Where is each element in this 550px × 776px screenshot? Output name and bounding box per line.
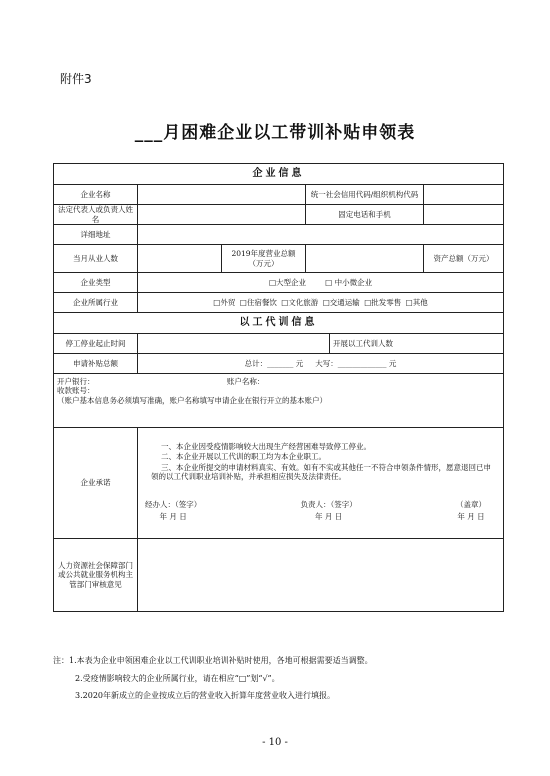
company-name-label: 企业名称 <box>54 185 138 205</box>
company-type-options <box>138 273 504 293</box>
account-number-label: 收款账号： <box>57 386 95 396</box>
subsidy-total-field[interactable] <box>138 354 504 374</box>
industry-options <box>138 293 504 313</box>
review-label: 人力资源社会保障部门或公共就业服务机构主管部门审核意见 <box>54 539 138 612</box>
page-number: - 10 - <box>262 737 288 748</box>
pledge-item: 一、本企业因受疫情影响较大出现生产经营困难导致停工停业。 <box>161 442 371 451</box>
assets-label: 资产总额（万元） <box>424 245 504 273</box>
checkbox-foreign-trade[interactable]: □外贸 <box>213 297 236 307</box>
address-label: 详细地址 <box>54 225 138 245</box>
note-3: 3.2020年新成立的企业按成立后的营业收入折算年度营业收入进行填报。 <box>75 691 335 701</box>
pledge-label: 企业承诺 <box>54 428 138 539</box>
notes <box>53 652 523 705</box>
pledge-content <box>138 428 504 539</box>
company-name-field[interactable] <box>138 185 306 205</box>
address-field[interactable] <box>138 225 504 245</box>
legal-rep-label: 法定代表人或负责人姓名 <box>54 205 138 225</box>
account-name-label: 账户名称： <box>226 377 265 386</box>
legal-rep-field[interactable] <box>138 205 306 225</box>
shutdown-period-label: 停工停业起止时间 <box>54 334 138 354</box>
bank-info <box>54 374 504 428</box>
note-1: 注：1.本表为企业申领困难企业以工代训职业培训补贴时使用，各地可根据需要适当调整。 <box>53 656 373 665</box>
subsidy-capital: 大写：_____________ 元 <box>315 358 397 368</box>
attachment-label: 附件3 <box>60 72 92 86</box>
employees-label: 当月从业人数 <box>54 245 138 273</box>
industry-label: 企业所属行业 <box>54 293 138 313</box>
leader-signature[interactable]: 负责人：（签字） 年 月 日 <box>300 499 357 521</box>
employees-field[interactable] <box>138 245 222 273</box>
pledge-item: 二、本企业开展以工代训的职工均为本企业职工。 <box>161 452 326 462</box>
checkbox-hospitality[interactable]: □住宿餐饮 <box>239 297 277 307</box>
section-company-info: 企业信息 <box>54 164 504 185</box>
phone-label: 固定电话和手机 <box>306 205 424 225</box>
checkbox-other[interactable]: □其他 <box>405 297 428 307</box>
note-2: 2.受疫情影响较大的企业所属行业，请在相应“□”划“√”。 <box>75 673 280 683</box>
phone-field[interactable] <box>424 205 504 225</box>
checkbox-retail[interactable]: □批发零售 <box>364 297 402 307</box>
company-type-label: 企业类型 <box>54 273 138 293</box>
company-seal[interactable]: （盖章） 年 月 日 <box>456 499 487 521</box>
checkbox-large[interactable]: □大型企业 <box>268 277 307 287</box>
revenue-field[interactable] <box>306 245 424 273</box>
credit-code-field[interactable] <box>424 185 504 205</box>
signature-row <box>141 483 500 523</box>
trainees-label: 开展以工代训人数 <box>330 334 504 354</box>
form-title: ___月困难企业以工带训补贴申领表 <box>134 123 416 143</box>
bank-note: （账户基本信息务必须填写准确，账户名称填写申请企业在银行开立的基本账户） <box>57 395 327 405</box>
bank-label: 开户银行： <box>57 377 95 386</box>
shutdown-period-field[interactable] <box>138 334 330 354</box>
checkbox-culture-tourism[interactable]: □文化旅游 <box>281 297 319 307</box>
review-field[interactable] <box>138 539 504 612</box>
handler-signature[interactable]: 经办人：（签字） 年 月 日 <box>145 499 202 521</box>
subsidy-total-label: 申请补贴总额 <box>54 354 138 374</box>
revenue-label: 2019年度营业总额（万元） <box>222 245 306 273</box>
credit-code-label: 统一社会信用代码/组织机构代码 <box>306 185 424 205</box>
checkbox-sme[interactable]: □ 中小微企业 <box>325 277 373 287</box>
section-training-info: 以工代训信息 <box>54 313 504 334</box>
application-form <box>53 163 504 612</box>
checkbox-transport[interactable]: □交通运输 <box>322 297 360 307</box>
subsidy-amount: 总计：_______ 元 <box>244 358 304 368</box>
pledge-item: 三、本企业所提交的申请材料真实、有效。如有不实或其他任一不符合申领条件情形，愿意退回已申领的以工代训职业培训补贴，并承担相应损失及法律责任。 <box>151 462 491 482</box>
